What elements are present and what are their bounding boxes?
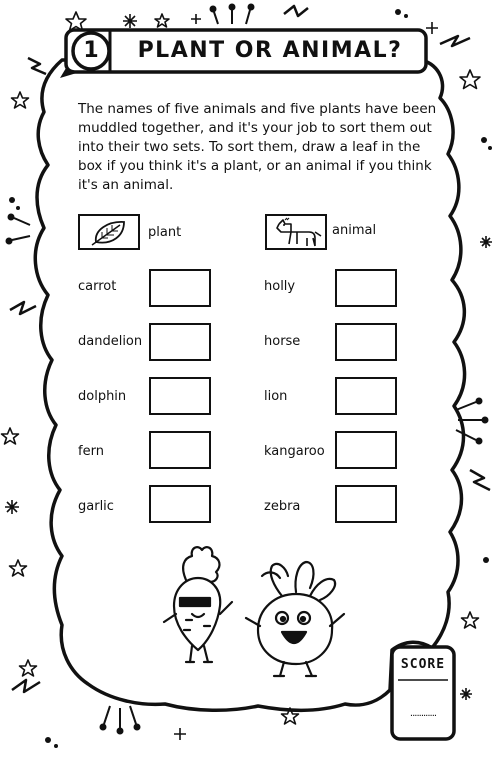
plant-key-box — [78, 214, 140, 250]
instructions-text: The names of five animals and five plants have been muddled together, and it's your job to sort them out into their two sets. To sort them, draw a leaf in the box if you think it's a plant, or an animal if you think it's an animal. — [78, 101, 437, 193]
score-blank[interactable]: ............ — [409, 708, 437, 719]
answer-box-horse[interactable] — [335, 323, 397, 361]
answer-box-dandelion[interactable] — [149, 323, 211, 361]
animal-key-label: animal — [332, 223, 377, 238]
leaf-icon — [80, 216, 138, 248]
answer-box-garlic[interactable] — [149, 485, 211, 523]
score-label: SCORE — [400, 657, 446, 672]
answer-box-carrot[interactable] — [149, 269, 211, 307]
word-zebra: zebra — [264, 499, 301, 514]
word-holly: holly — [264, 279, 296, 294]
plant-key-label: plant — [148, 225, 182, 240]
word-lion: lion — [264, 389, 288, 404]
answer-box-dolphin[interactable] — [149, 377, 211, 415]
activity-number: 1 — [83, 38, 99, 63]
horse-icon — [267, 216, 325, 248]
word-dolphin: dolphin — [78, 389, 127, 404]
answer-box-zebra[interactable] — [335, 485, 397, 523]
beetroot-character — [246, 562, 344, 676]
answer-box-lion[interactable] — [335, 377, 397, 415]
answer-box-fern[interactable] — [149, 431, 211, 469]
animal-key-box — [265, 214, 327, 250]
answer-box-holly[interactable] — [335, 269, 397, 307]
word-dandelion: dandelion — [78, 334, 143, 349]
page-title: PLANT OR ANIMAL? — [137, 38, 403, 63]
word-fern: fern — [78, 444, 104, 459]
answer-box-kangaroo[interactable] — [335, 431, 397, 469]
word-kangaroo: kangaroo — [264, 444, 325, 459]
word-carrot: carrot — [78, 279, 117, 294]
word-horse: horse — [264, 334, 301, 349]
word-garlic: garlic — [78, 499, 114, 514]
carrot-character — [164, 547, 232, 662]
